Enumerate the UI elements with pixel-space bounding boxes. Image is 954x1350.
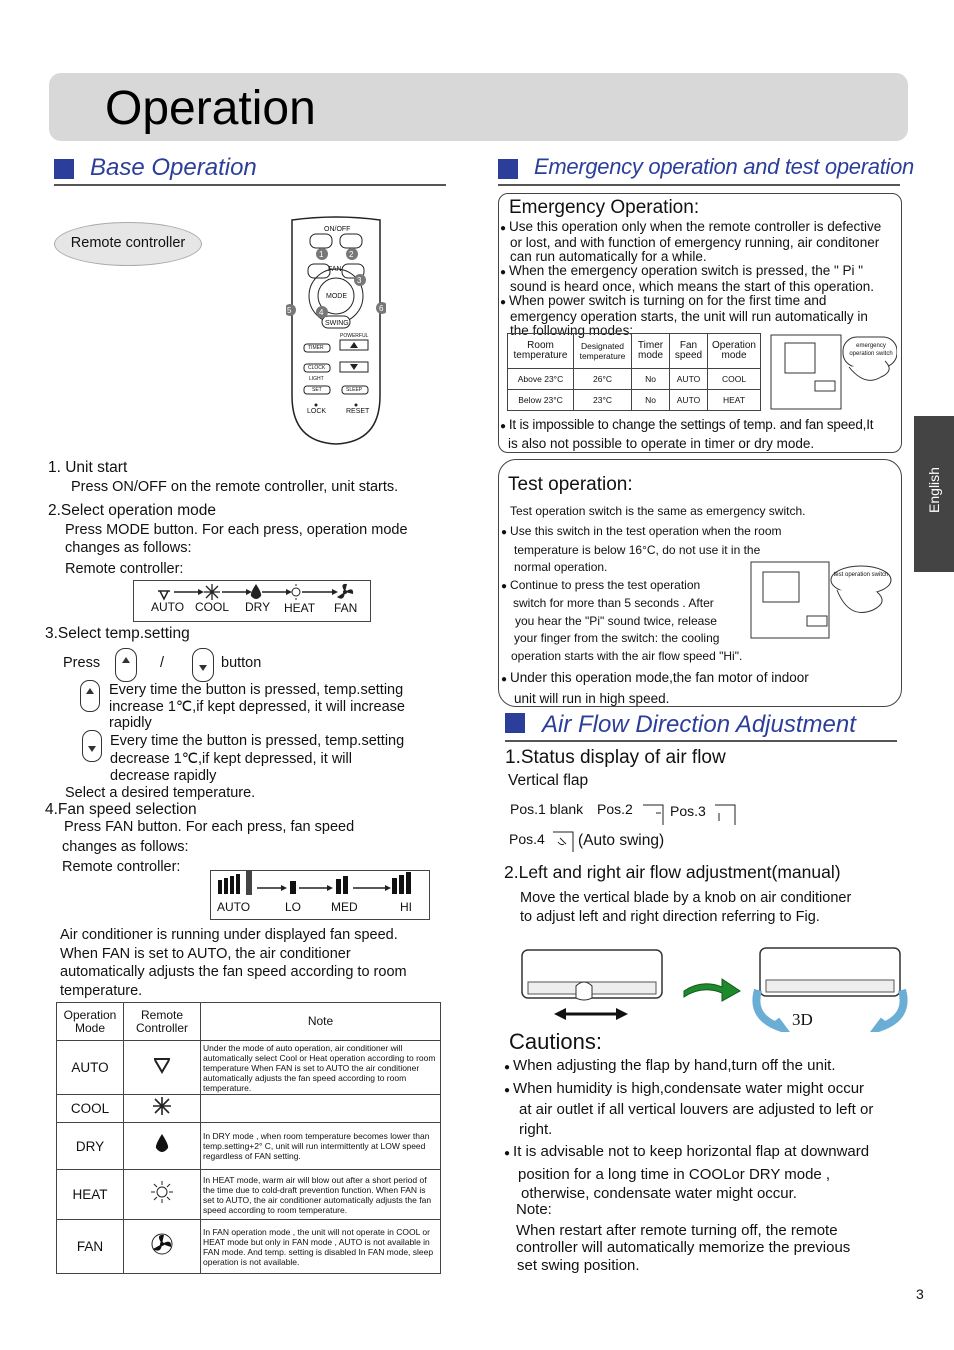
step4-text-2: changes as follows: <box>62 839 189 855</box>
caution-3-line-3: otherwise, condensate water might occur. <box>521 1185 797 1202</box>
table-row <box>57 1220 441 1274</box>
caution-2-line-3: right. <box>519 1120 553 1138</box>
callout-6: 6 <box>379 304 384 313</box>
temp-up-line-3: rapidly <box>109 715 152 731</box>
emergency-bullet-3: ● When power switch is turning on for the first time and <box>500 294 896 310</box>
table-cell: No <box>632 369 670 390</box>
temp-up-description <box>109 682 405 732</box>
temp-up-icon <box>80 680 100 712</box>
table-cell: AUTO <box>670 390 708 411</box>
emergency-mode-table <box>507 333 761 411</box>
table-cell: No <box>632 390 670 411</box>
mode-table <box>56 1002 441 1274</box>
callout-5: 5 <box>287 306 292 315</box>
table-cell: 26°C <box>574 369 632 390</box>
adjust-line-2: to adjust left and right direction referring to Fig. <box>520 909 820 925</box>
test-intro: Test operation switch is the same as emergency switch. <box>510 504 806 518</box>
test-bullet-3-line-2: unit will run in high speed. <box>514 691 670 706</box>
table-cell: AUTO <box>670 369 708 390</box>
table-row <box>508 369 761 390</box>
emergency-bullet-1-line-3: can run automatically for a while. <box>510 249 707 264</box>
note-line-2: controller will automatically memorize the previous <box>516 1239 851 1256</box>
emergency-bullet-2: ● When the emergency operation switch is pressed, the " Pi " <box>500 264 896 280</box>
select-temperature-text: Select a desired temperature. <box>65 785 256 801</box>
fan-auto-paragraph <box>60 926 407 1000</box>
emergency-bullet-3-line-2: emergency operation starts, the unit will run automatically in <box>510 309 868 324</box>
3d-label: 3D <box>792 1010 813 1029</box>
th-timer-mode: Timer mode <box>632 334 670 369</box>
temp-up-line-2: increase 1℃,if kept depressed, it will increase <box>109 698 405 715</box>
mode-cell: HEAT <box>57 1170 124 1220</box>
mode-cell: DRY <box>57 1123 124 1170</box>
set-key-label: SET <box>312 387 322 393</box>
on-off-key-label: ON/OFF <box>324 226 351 233</box>
table-row <box>508 390 761 411</box>
test-bullet-1-line-2: temperature is below 16°C, do not use it in the <box>514 542 761 557</box>
adjust-line-1: Move the vertical blade by a knob on air conditioner <box>520 890 852 906</box>
test-bullets <box>501 523 782 665</box>
section-marker <box>505 713 525 733</box>
pos2-label: Pos.2 <box>597 801 633 817</box>
step2-text-2: changes as follows: <box>65 540 192 556</box>
note-line-3: set swing position. <box>517 1256 640 1274</box>
pos4-label: Pos.4 <box>509 831 545 847</box>
table-row <box>57 1170 441 1220</box>
fan-speed-bars <box>211 871 429 901</box>
table-cell: Below 23°C <box>508 390 574 411</box>
callout-4: 4 <box>319 308 324 317</box>
th-designated-temperature: Designated temperature <box>574 334 632 369</box>
step4-text-3: Remote controller: <box>62 859 181 875</box>
table-row <box>57 1095 441 1123</box>
test-bullet-2-line-2: switch for more than 5 seconds . After <box>513 596 714 610</box>
mode-cell: FAN <box>57 1220 124 1274</box>
step1-title: 1. Unit start <box>48 459 128 476</box>
test-operation-heading: Test operation: <box>508 474 633 495</box>
step3-title: 3.Select temp.setting <box>45 625 190 642</box>
temp-down-button-icon <box>192 648 214 682</box>
mode-dry-label: DRY <box>245 600 271 614</box>
mode-cell: AUTO <box>57 1041 124 1095</box>
language-tab-label: English <box>926 467 942 513</box>
button-label: button <box>221 655 262 671</box>
note-cell: In FAN operation mode , the unit will not operate in COOL or HEAT mode but only in FAN mode , AUTO is not available in FAN mode. And temp. setting is disabled In FAN mode, sleep operation is not available. <box>201 1220 441 1274</box>
remote-controller-label: Remote controller <box>70 235 186 251</box>
pos1-label: Pos.1 blank <box>510 801 584 817</box>
emergency-bullets <box>500 220 896 338</box>
mode-sequence-box <box>133 580 371 622</box>
divider <box>498 184 900 186</box>
fan-med-label: MED <box>331 900 358 914</box>
emergency-subheading: Emergency Operation: <box>509 197 700 218</box>
page-number: 3 <box>916 1286 924 1302</box>
base-operation-heading: Base Operation <box>90 154 257 181</box>
slash-separator: / <box>160 655 165 671</box>
caution-2: ● When humidity is high,condensate water might occur <box>504 1079 873 1101</box>
emergency-note <box>500 416 900 452</box>
note-cell: In HEAT mode, warm air will blow out after a short period of the time due to cold-draft prevention function. When FAN is set to AUTO, the air conditioner automatically adjusts the fan speed according to room temperature. <box>201 1170 441 1220</box>
emergency-bullet-2-line-2: sound is heard once, which means the start of this operation. <box>510 279 874 294</box>
callout-1: 1 <box>319 250 324 259</box>
mode-heat-label: HEAT <box>284 601 316 615</box>
indoor-unit-knob-icon <box>520 948 664 1022</box>
fan-para-line-3: automatically adjusts the fan speed according to room <box>60 964 407 980</box>
caution-3: ● It is advisable not to keep horizontal flap at downward <box>504 1142 873 1164</box>
emergency-bullet-1-line-2: or lost, and with function of emergency running, air conditoner <box>510 235 880 250</box>
test-bullet-2-release: release <box>677 613 717 628</box>
remote-controller-illustration <box>286 216 386 448</box>
test-switch-label: test operation switch <box>833 572 889 578</box>
indoor-unit-3d-icon <box>748 946 912 1032</box>
callout-3: 3 <box>357 276 362 285</box>
page-title: Operation <box>105 82 316 135</box>
step2-text-3: Remote controller: <box>65 561 184 577</box>
th-fan-speed: Fan speed <box>670 334 708 369</box>
status-display-title: 1.Status display of air flow <box>505 747 726 768</box>
temp-up-line-1: Every time the button is pressed, temp.setting <box>109 682 404 698</box>
swing-note <box>516 1201 850 1274</box>
th-remote-controller: Remote Controller <box>124 1003 201 1041</box>
caution-1: ● When adjusting the flap by hand,turn off the unit. <box>504 1056 873 1078</box>
step4-text-1: Press FAN button. For each press, fan speed <box>64 819 355 835</box>
timer-key-label: TIMER <box>308 345 324 351</box>
left-right-adjust-title: 2.Left and right air flow adjustment(manual) <box>504 862 841 882</box>
mode-cell: COOL <box>57 1095 124 1123</box>
light-key-label: LIGHT <box>309 376 324 382</box>
th-operation-mode: Operation mode <box>708 334 761 369</box>
fan-auto-label: AUTO <box>217 900 251 914</box>
table-row <box>57 1041 441 1095</box>
step2-text-1: Press MODE button. For each press, operation mode <box>65 522 408 538</box>
table-cell: 23°C <box>574 390 632 411</box>
test-bullet-2-line-4: your finger from the switch: the cooling <box>514 631 720 645</box>
table-cell: HEAT <box>708 390 761 411</box>
fan-para-line-1: Air conditioner is running under displayed fan speed. <box>60 927 398 943</box>
caution-2-line-2: at air outlet if all vertical louvers are adjusted to left or <box>519 1101 874 1118</box>
3d-swing-figure <box>748 946 912 1032</box>
emergency-bullet-3-line-3: the following modes: <box>510 323 634 338</box>
table-row <box>57 1123 441 1170</box>
sun-icon <box>124 1170 201 1220</box>
table-cell: Above 23°C <box>508 369 574 390</box>
green-arrow-icon <box>682 975 742 1008</box>
note-title: Note: <box>516 1201 552 1218</box>
th-operation-mode: Operation Mode <box>57 1003 124 1041</box>
temp-down-line-3: decrease rapidly <box>110 768 217 784</box>
emergency-note-line-2: is also not possible to operate in timer or dry mode. <box>508 436 815 451</box>
auto-swing-label: (Auto swing) <box>578 832 665 849</box>
title-bar <box>49 73 908 141</box>
fan-para-line-2: When FAN is set to AUTO, the air conditioner <box>60 945 351 962</box>
step1-text: Press ON/OFF on the remote controller, unit starts. <box>71 479 399 495</box>
test-bullet-3 <box>501 668 809 708</box>
cautions-list <box>504 1056 873 1204</box>
step2-title: 2.Select operation mode <box>48 502 217 519</box>
callout-2: 2 <box>349 250 354 259</box>
note-cell: Under the mode of auto operation, air conditioner will automatically select Cool or Heat operation according to room temperature When FAN is set to AUTO the air conditioner automatically adjusts the fan speed according to room temperature. <box>201 1041 441 1095</box>
emergency-switch-label: emergency operation switch <box>849 343 893 357</box>
temp-down-description <box>110 733 404 786</box>
airflow-heading: Air Flow Direction Adjustment <box>542 711 856 738</box>
pos3-label: Pos.3 <box>670 803 706 819</box>
manual-adjust-figure <box>520 948 664 1022</box>
th-room-temperature: Room temperature <box>508 334 574 369</box>
fan-hi-label: HI <box>400 900 412 914</box>
cautions-heading: Cautions: <box>509 1029 602 1054</box>
remote-controller-icon <box>286 216 386 448</box>
test-bullet-2-line-3: you hear the "Pi" sound twice, <box>515 613 675 628</box>
fan-lo-label: LO <box>285 900 302 914</box>
note-line-1: When restart after remote turning off, the remote <box>516 1221 838 1239</box>
fan-speed-sequence-box <box>210 870 430 920</box>
test-bullet-2: ● Continue to press the test operation <box>501 577 782 596</box>
mode-key-label: MODE <box>326 293 347 300</box>
th-note: Note <box>201 1003 441 1041</box>
powerful-key-label: POWERFUL <box>340 333 369 339</box>
fan-key-label: FAN <box>328 266 342 273</box>
mode-auto-label: AUTO <box>151 600 185 614</box>
note-cell <box>201 1095 441 1123</box>
auto-swing-icon <box>552 828 576 859</box>
vertical-flap-label: Vertical flap <box>508 772 589 789</box>
lock-key-label: LOCK <box>307 408 327 415</box>
emergency-bullet-1: ● Use this operation only when the remote controller is defective <box>500 220 896 236</box>
temp-up-button-icon <box>115 648 137 682</box>
table-cell: COOL <box>708 369 761 390</box>
press-label: Press <box>63 655 101 671</box>
emergency-heading: Emergency operation and test operation <box>534 154 914 179</box>
test-bullet-2-line-5: operation starts with the air flow speed "Hi". <box>511 648 743 663</box>
emergency-switch-illustration <box>765 331 897 411</box>
divider <box>505 740 897 742</box>
emergency-note-line-1: ● It is impossible to change the settings of temp. and fan speed,It <box>500 416 900 435</box>
clock-key-label: CLOCK <box>308 365 326 371</box>
pos3-flap-icon <box>714 801 738 832</box>
reset-key-label: RESET <box>346 408 370 415</box>
fan-icon <box>124 1220 201 1274</box>
note-cell: In DRY mode , when room temperature becomes lower than temp.setting+2° C, unit will run intermittently at LOW speed regardless of FAN setting. <box>201 1123 441 1170</box>
section-marker <box>498 159 518 179</box>
temp-down-line-1: Every time the button is pressed, temp.setting <box>110 733 405 749</box>
test-bullet-3-line-1: ● Under this operation mode,the fan motor of indoor <box>501 668 809 689</box>
temp-down-line-2: decrease 1℃,if kept depressed, it will <box>110 750 352 767</box>
droplet-icon <box>124 1123 201 1170</box>
caution-3-line-2: position for a long time in COOLor DRY mode , <box>518 1165 831 1183</box>
sleep-key-label: SLEEP <box>346 387 363 393</box>
snowflake-icon <box>124 1095 201 1123</box>
pos2-flap-icon <box>642 801 664 832</box>
test-bullet-1: ● Use this switch in the test operation when the room <box>501 523 782 542</box>
left-right-adjust-text <box>520 889 851 927</box>
step4-title: 4.Fan speed selection <box>45 801 197 818</box>
test-switch-illustration <box>749 560 897 640</box>
mode-cool-label: COOL <box>195 600 230 614</box>
test-bullet-1-line-3: normal operation. <box>514 560 608 574</box>
swing-key-label: SWING <box>325 320 349 327</box>
language-tab <box>914 416 954 572</box>
mode-fan-label: FAN <box>334 601 358 615</box>
auto-mode-icon <box>124 1041 201 1095</box>
divider <box>54 184 446 186</box>
section-marker <box>54 159 74 179</box>
fan-para-line-4: temperature. <box>60 982 143 999</box>
temp-down-icon <box>82 730 102 762</box>
